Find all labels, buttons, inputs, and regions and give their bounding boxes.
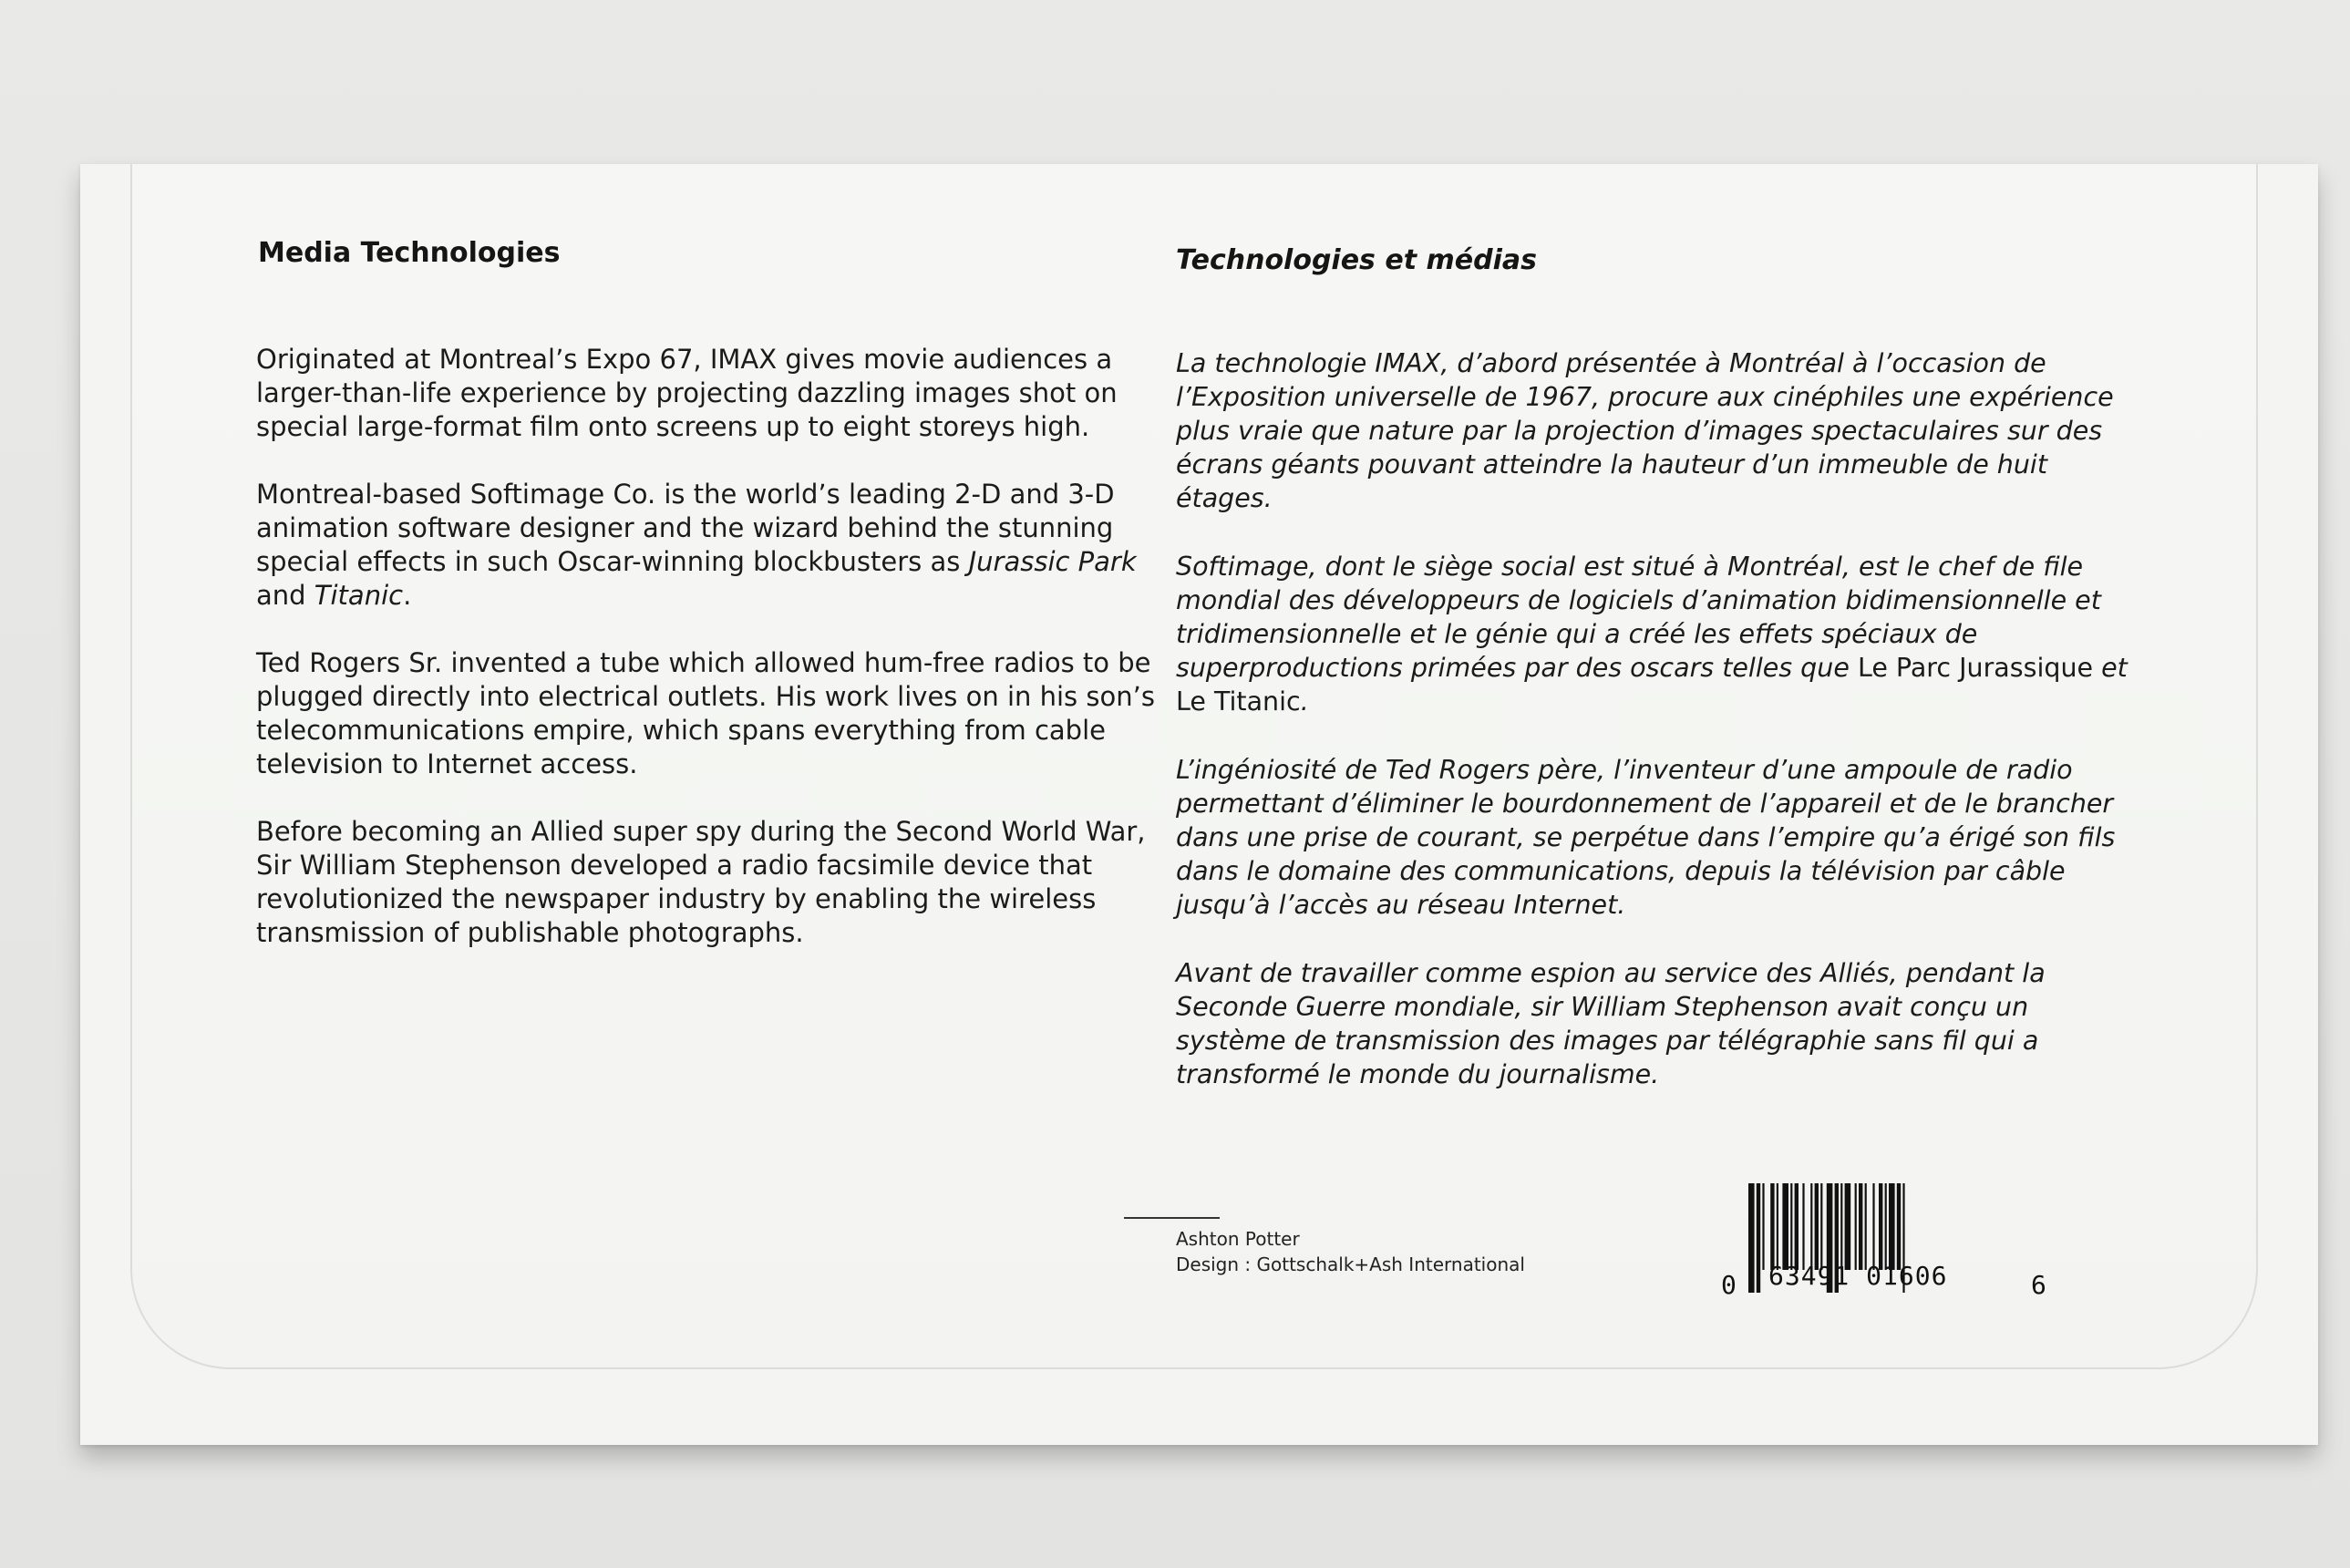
- barcode-middle-digits: 63491 01606: [1768, 1261, 1948, 1291]
- english-paragraph-rogers: Ted Rogers Sr. invented a tube which allowed hum-free radios to be plugged directly into electrical outlets. His work lives on in his son’s telecommunications empire, which spans everything from cable television to Internet access.: [256, 647, 1155, 779]
- credit-divider: [1124, 1217, 1220, 1219]
- barcode-bar: [1889, 1183, 1895, 1270]
- barcode-last-digit: 6: [2031, 1270, 2046, 1300]
- barcode-bar: [1748, 1183, 1755, 1293]
- french-paragraph-imax: La technologie IMAX, d’abord présentée à Montréal à l’occasion de l’Exposition universelle de 1967, procure aux cinéphiles une expérience plus vraie que nature par la projection d’images spectaculaires sur des écrans géants pouvant atteindre la hauteur d’un immeuble de huit étages.: [1176, 348, 2114, 513]
- barcode-bar: [1897, 1183, 1901, 1270]
- barcode-bar: [1757, 1183, 1760, 1293]
- english-paragraph-imax: Originated at Montreal’s Expo 67, IMAX gives movie audiences a larger-than-life experience by projecting dazzling images shot on special large-format film onto screens up to eight storeys high.: [256, 344, 1118, 442]
- barcode-bar: [1859, 1183, 1862, 1270]
- english-column: [256, 343, 1168, 984]
- barcode-bar: [1770, 1183, 1774, 1270]
- envelope-back: [80, 164, 2318, 1445]
- english-paragraph-stephenson: Before becoming an Allied super spy during the Second World War, Sir William Stephenson developed a radio facsimile device that revolutionized the newspaper industry by enabling the wireless transmission of publishable photographs.: [256, 816, 1146, 948]
- barcode-bar: [1879, 1183, 1882, 1270]
- barcode-bar: [1762, 1183, 1764, 1270]
- barcode-bar: [1777, 1183, 1778, 1270]
- barcode-bar: [1865, 1183, 1867, 1270]
- barcode-bar: [1855, 1183, 1857, 1270]
- design-credit: Design : Gottschalk+Ash International: [1176, 1253, 1525, 1275]
- barcode-bar: [1872, 1183, 1874, 1270]
- barcode-bar: [1790, 1183, 1792, 1270]
- french-heading: Technologies et médias: [1176, 244, 1537, 276]
- french-paragraph-stephenson: Avant de travailler comme espion au service des Alliés, pendant la Seconde Guerre mondiale, sir William Stephenson avait conçu un système de transmission des images par télégraphie sans fil qui a transformé le monde du journalisme.: [1176, 958, 2046, 1089]
- barcode-bar: [1815, 1183, 1819, 1270]
- barcode-bar: [1845, 1183, 1851, 1270]
- artist-credit: Ashton Potter: [1176, 1228, 1300, 1250]
- french-column: [1176, 346, 2133, 1126]
- barcode-bar: [1782, 1183, 1788, 1270]
- credits: [1176, 1226, 1525, 1277]
- barcode-bar: [1802, 1183, 1804, 1270]
- english-paragraph-softimage: Montreal-based Softimage Co. is the world’s leading 2-D and 3-D animation software designer and the wizard behind the stunning special effects in such Oscar-winning blockbusters as Jurassic Park and Titanic.: [256, 479, 1137, 611]
- barcode: [1721, 1183, 2046, 1300]
- barcode-first-digit: 0: [1721, 1270, 1737, 1300]
- french-paragraph-softimage: Softimage, dont le siège social est situé à Montréal, est le chef de file mondial des développeurs de logiciels d’animation bidimensionnelle et tridimensionnelle et le génie qui a créé les effets spéciaux de superproductions primées par des oscars telles que Le Parc Jurassique et Le Titanic.: [1176, 552, 2128, 717]
- barcode-bar: [1810, 1183, 1812, 1270]
- barcode-bar: [1885, 1183, 1887, 1270]
- barcode-bar: [1795, 1183, 1799, 1270]
- barcode-bar: [1820, 1183, 1822, 1270]
- french-paragraph-rogers: L’ingéniosité de Ted Rogers père, l’inventeur d’une ampoule de radio permettant d’éliminer le bourdonnement de l’appareil et de le brancher dans une prise de courant, se perpétue dans l’empire qu’a érigé son fils dans le domaine des communications, depuis la télévision par câble jusqu’à l’accès au réseau Internet.: [1176, 755, 2116, 920]
- barcode-bar: [1840, 1183, 1842, 1270]
- english-heading: Media Technologies: [258, 237, 561, 269]
